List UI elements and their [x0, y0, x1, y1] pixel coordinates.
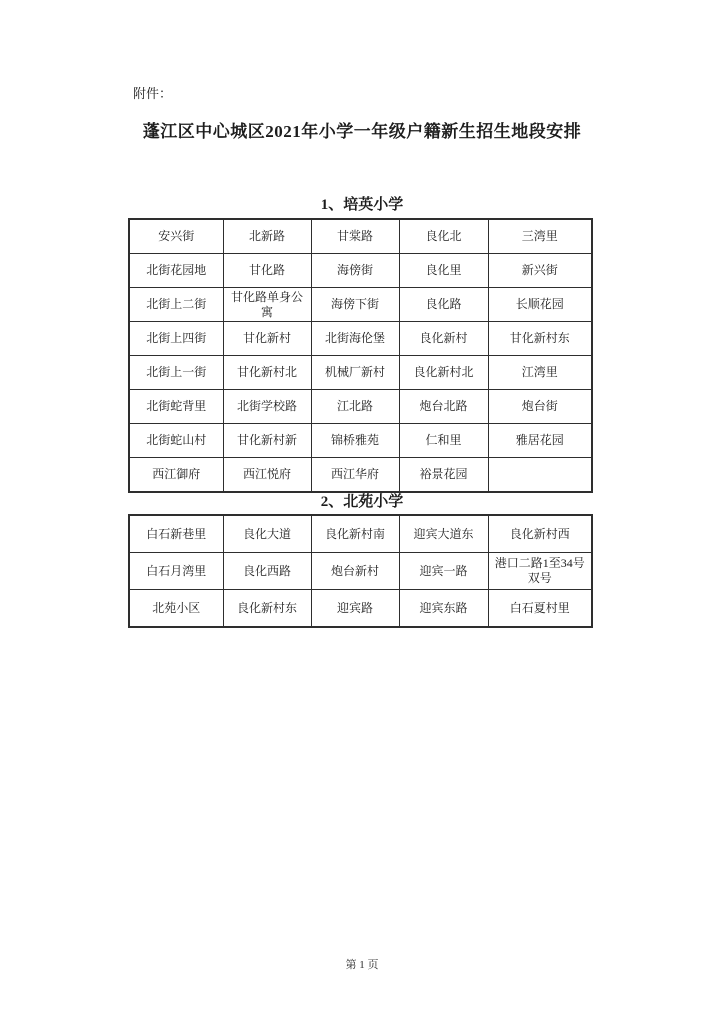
district-cell: 北街海伦堡 [311, 322, 399, 356]
district-cell: 北街上一街 [129, 356, 223, 390]
district-cell: 良化新村北 [399, 356, 488, 390]
district-cell: 甘化新村 [223, 322, 311, 356]
district-cell: 北街上二街 [129, 288, 223, 322]
district-cell: 雅居花园 [488, 424, 592, 458]
district-cell: 三湾里 [488, 219, 592, 254]
attachment-label: 附件： [133, 86, 173, 101]
district-cell: 白石新巷里 [129, 515, 223, 553]
district-cell: 白石月湾里 [129, 553, 223, 590]
district-cell: 北街学校路 [223, 390, 311, 424]
table-row [129, 424, 592, 458]
district-cell: 北苑小区 [129, 590, 223, 628]
document-title: 蓬江区中心城区2021年小学一年级户籍新生招生地段安排 [142, 122, 582, 141]
district-cell: 炮台新村 [311, 553, 399, 590]
district-cell: 迎宾大道东 [399, 515, 488, 553]
school-district-table-beiyuan [128, 514, 593, 628]
page-number-footer: 第 1 页 [345, 959, 379, 971]
district-cell: 炮台街 [488, 390, 592, 424]
school-district-table-peiying [128, 218, 593, 493]
table-row [129, 590, 592, 628]
table-row [129, 553, 592, 590]
district-cell: 港口二路1至34号双号 [488, 553, 592, 590]
district-cell: 良化新村东 [223, 590, 311, 628]
district-cell: 甘化新村东 [488, 322, 592, 356]
table-row [129, 515, 592, 553]
district-cell: 迎宾路 [311, 590, 399, 628]
district-cell: 海傍街 [311, 254, 399, 288]
table-row [129, 254, 592, 288]
table-row [129, 458, 592, 493]
district-cell: 甘化路 [223, 254, 311, 288]
district-cell: 迎宾东路 [399, 590, 488, 628]
district-cell: 安兴街 [129, 219, 223, 254]
district-cell: 长顺花园 [488, 288, 592, 322]
district-cell: 良化新村西 [488, 515, 592, 553]
district-cell: 西江悦府 [223, 458, 311, 493]
district-cell: 良化路 [399, 288, 488, 322]
district-cell: 锦桥雅苑 [311, 424, 399, 458]
district-cell: 甘化路单身公寓 [223, 288, 311, 322]
district-cell: 炮台北路 [399, 390, 488, 424]
district-cell: 良化大道 [223, 515, 311, 553]
district-cell: 西江御府 [129, 458, 223, 493]
district-cell: 良化北 [399, 219, 488, 254]
district-cell: 江北路 [311, 390, 399, 424]
district-cell: 白石夏村里 [488, 590, 592, 628]
district-cell: 北街蛇背里 [129, 390, 223, 424]
district-cell: 北街上四街 [129, 322, 223, 356]
district-cell: 甘棠路 [311, 219, 399, 254]
district-cell: 仁和里 [399, 424, 488, 458]
section-heading-peiying: 1、培英小学 [320, 197, 404, 213]
district-cell: 北街花园地 [129, 254, 223, 288]
table-row [129, 219, 592, 254]
district-cell: 机械厂新村 [311, 356, 399, 390]
district-cell: 良化西路 [223, 553, 311, 590]
table-row [129, 390, 592, 424]
district-cell: 迎宾一路 [399, 553, 488, 590]
district-cell: 甘化新村新 [223, 424, 311, 458]
district-cell: 良化里 [399, 254, 488, 288]
table-row [129, 356, 592, 390]
table-row [129, 288, 592, 322]
district-cell [488, 458, 592, 493]
district-cell: 良化新村 [399, 322, 488, 356]
section-heading-beiyuan: 2、北苑小学 [320, 494, 404, 510]
district-cell: 西江华府 [311, 458, 399, 493]
table-row [129, 322, 592, 356]
district-cell: 北街蛇山村 [129, 424, 223, 458]
district-cell: 江湾里 [488, 356, 592, 390]
district-cell: 良化新村南 [311, 515, 399, 553]
district-cell: 北新路 [223, 219, 311, 254]
district-cell: 海傍下街 [311, 288, 399, 322]
district-cell: 裕景花园 [399, 458, 488, 493]
district-cell: 新兴街 [488, 254, 592, 288]
district-cell: 甘化新村北 [223, 356, 311, 390]
